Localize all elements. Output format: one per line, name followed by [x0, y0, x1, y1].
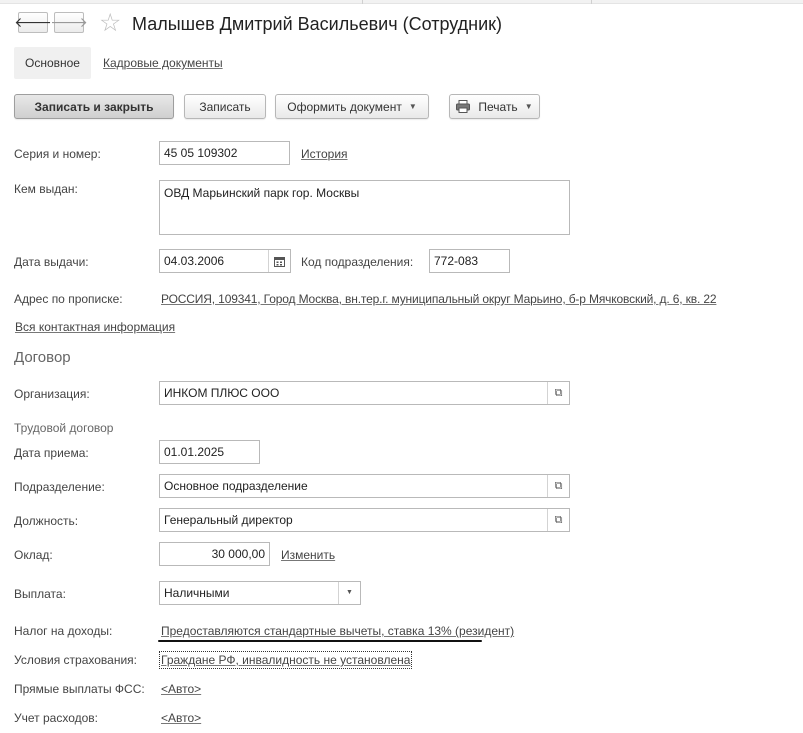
organization-label: Организация:	[14, 387, 90, 401]
expenses-label: Учет расходов:	[14, 711, 98, 725]
division-label: Подразделение:	[14, 480, 105, 494]
salary-label: Оклад:	[14, 548, 53, 562]
insurance-link[interactable]: Граждане РФ, инвалидность не установлена	[161, 653, 411, 667]
save-and-close-button[interactable]	[14, 94, 174, 119]
forward-button[interactable]	[50, 12, 88, 33]
window-top-frame	[0, 0, 803, 4]
save-button[interactable]	[184, 94, 266, 119]
history-link[interactable]: История	[301, 147, 348, 161]
contract-section-title: Договор	[14, 349, 71, 366]
fss-link[interactable]: <Авто>	[161, 682, 202, 696]
highlight-underline	[158, 640, 482, 642]
labor-contract-subtitle: Трудовой договор	[14, 421, 114, 435]
arrow-right-icon: 🡒	[50, 14, 88, 30]
frame-divider	[591, 0, 592, 4]
payment-select[interactable]	[159, 581, 361, 605]
page-title: Малышев Дмитрий Васильевич (Сотрудник)	[132, 14, 503, 34]
calendar-icon[interactable]	[268, 250, 290, 272]
position-input[interactable]	[159, 508, 570, 532]
printer-icon	[456, 100, 470, 113]
change-salary-link[interactable]: Изменить	[281, 548, 336, 562]
dropdown-caret-icon[interactable]: ▼	[338, 582, 360, 604]
back-button[interactable]	[14, 12, 52, 33]
fss-label: Прямые выплаты ФСС:	[14, 682, 145, 696]
open-icon[interactable]: ⧉	[547, 475, 569, 497]
issue-date-input[interactable]	[159, 249, 291, 273]
arrow-left-icon: 🡐	[14, 14, 52, 30]
position-value: Генеральный директор	[164, 513, 293, 527]
save-label: Записать	[199, 99, 251, 114]
address-label: Адрес по прописке:	[14, 292, 123, 306]
frame-divider	[362, 0, 363, 4]
tab-main[interactable]	[14, 47, 91, 79]
make-document-button[interactable]	[275, 94, 429, 119]
hire-date-label: Дата приема:	[14, 446, 89, 460]
print-label: Печать	[478, 99, 518, 114]
income-tax-label: Налог на доходы:	[14, 624, 113, 638]
issued-by-textarea[interactable]: ОВД Марьинский парк гор. Москвы	[159, 180, 570, 235]
organization-input[interactable]	[159, 381, 570, 405]
organization-value: ИНКОМ ПЛЮС ООО	[164, 386, 280, 400]
hire-date-input[interactable]: 01.01.2025	[159, 440, 260, 464]
dept-code-input[interactable]: 772-083	[429, 249, 510, 273]
tab-main-label: Основное	[25, 56, 80, 70]
division-input[interactable]	[159, 474, 570, 498]
series-label: Серия и номер:	[14, 147, 101, 161]
tab-hr-documents[interactable]: Кадровые документы	[103, 56, 223, 70]
series-input[interactable]: 45 05 109302	[159, 141, 290, 165]
dept-code-label: Код подразделения:	[301, 255, 414, 269]
position-label: Должность:	[14, 514, 79, 528]
division-value: Основное подразделение	[164, 479, 308, 493]
insurance-label: Условия страхования:	[14, 653, 137, 667]
issued-by-label: Кем выдан:	[14, 182, 78, 196]
issue-date-label: Дата выдачи:	[14, 255, 89, 269]
all-contacts-link[interactable]: Вся контактная информация	[15, 320, 176, 334]
issue-date-value: 04.03.2006	[164, 254, 225, 268]
make-document-label: Оформить документ	[287, 99, 402, 114]
save-and-close-label: Записать и закрыть	[34, 99, 154, 114]
income-tax-link[interactable]: Предоставляются стандартные вычеты, ставка 13% (резидент)	[161, 624, 515, 638]
open-icon[interactable]: ⧉	[547, 382, 569, 404]
dropdown-caret-icon: ▼	[408, 102, 417, 111]
dropdown-caret-icon: ▼	[524, 102, 533, 111]
payment-label: Выплата:	[14, 587, 66, 601]
open-icon[interactable]: ⧉	[547, 509, 569, 531]
address-link[interactable]: РОССИЯ, 109341, Город Москва, вн.тер.г. муниципальный округ Марьино, б-р Мячковский, д. 6, кв. 22	[161, 292, 717, 306]
salary-input[interactable]: 30 000,00	[159, 542, 270, 566]
favorite-star-icon[interactable]: ☆	[99, 9, 122, 37]
print-button[interactable]	[449, 94, 540, 119]
payment-value: Наличными	[164, 586, 230, 600]
expenses-link[interactable]: <Авто>	[161, 711, 202, 725]
